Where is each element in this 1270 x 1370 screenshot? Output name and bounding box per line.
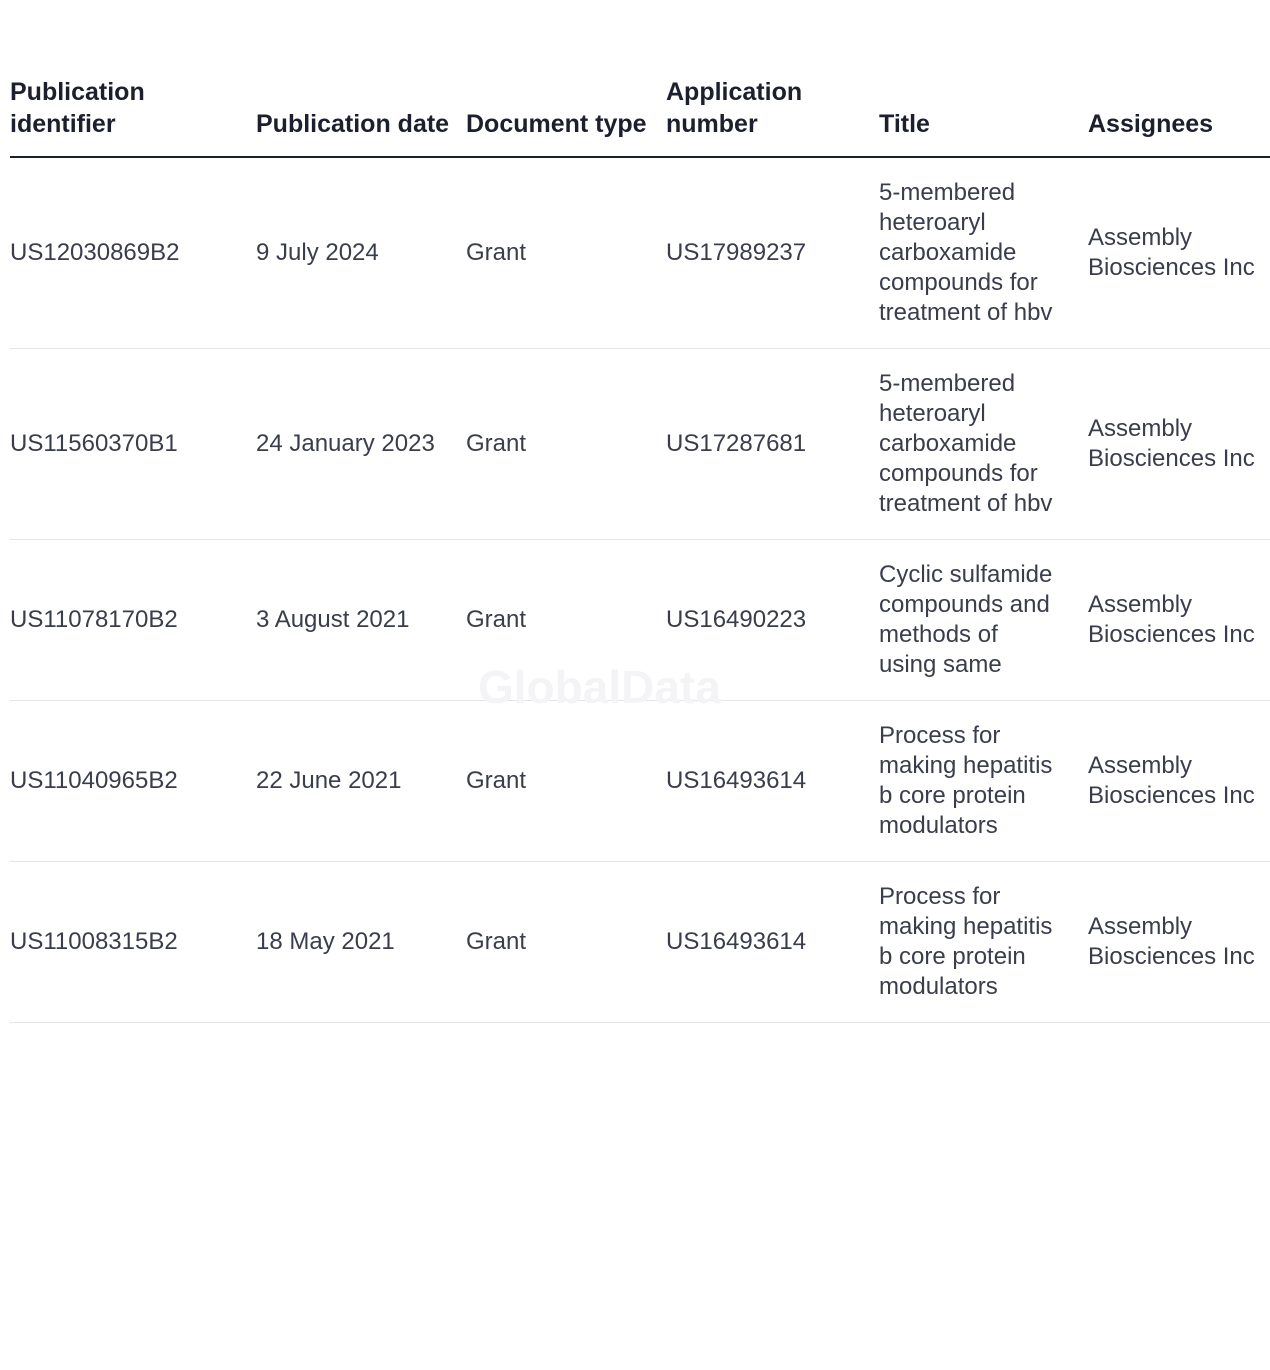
assignee-cell: Assembly Biosciences Inc [1088, 862, 1270, 1023]
publication-date-cell: 18 May 2021 [256, 862, 466, 1023]
watermark-logo: GlobalData [478, 661, 721, 713]
title-cell: 5-membered heteroaryl carboxamide compounds for treatment of hbv [879, 349, 1088, 540]
document-type-cell: Grant [466, 862, 666, 1023]
publication-date-cell: 24 January 2023 [256, 349, 466, 540]
document-type-cell: Grant [466, 701, 666, 862]
publication-identifier-cell: US11560370B1 [10, 349, 256, 540]
table-row [10, 701, 1270, 862]
header-row [10, 76, 1270, 157]
assignee-cell: Assembly Biosciences Inc [1088, 701, 1270, 862]
publication-identifier-cell: US11040965B2 [10, 701, 256, 862]
title-cell: Cyclic sulfamide compounds and methods of using same [879, 540, 1088, 701]
table-row [10, 157, 1270, 349]
publication-identifier-cell: US11078170B2 [10, 540, 256, 701]
patents-table [10, 76, 1270, 1023]
header-document-type[interactable]: Document type [466, 76, 666, 157]
publication-date-cell: 22 June 2021 [256, 701, 466, 862]
publication-identifier-cell: US11008315B2 [10, 862, 256, 1023]
header-publication-identifier[interactable]: Publication identifier [10, 76, 256, 157]
application-number-cell: US16490223 [666, 540, 879, 701]
patents-table-container [10, 76, 1255, 1023]
application-number-cell: US16493614 [666, 862, 879, 1023]
application-number-cell: US17287681 [666, 349, 879, 540]
assignee-cell: Assembly Biosciences Inc [1088, 349, 1270, 540]
table-row [10, 349, 1270, 540]
publication-date-cell: 9 July 2024 [256, 157, 466, 349]
table-row [10, 862, 1270, 1023]
table-body [10, 157, 1270, 1023]
table-header [10, 76, 1270, 157]
assignee-cell: Assembly Biosciences Inc [1088, 540, 1270, 701]
document-type-cell: Grant [466, 157, 666, 349]
document-type-cell: Grant [466, 349, 666, 540]
table-row [10, 540, 1270, 701]
header-application-number[interactable]: Application number [666, 76, 879, 157]
header-publication-date[interactable]: Publication date [256, 76, 466, 157]
publication-identifier-cell: US12030869B2 [10, 157, 256, 349]
title-cell: Process for making hepatitis b core protein modulators [879, 862, 1088, 1023]
application-number-cell: US17989237 [666, 157, 879, 349]
title-cell: Process for making hepatitis b core protein modulators [879, 701, 1088, 862]
application-number-cell: US16493614 [666, 701, 879, 862]
assignee-cell: Assembly Biosciences Inc [1088, 157, 1270, 349]
header-title[interactable]: Title [879, 76, 1088, 157]
document-type-cell: Grant [466, 540, 666, 701]
title-cell: 5-membered heteroaryl carboxamide compounds for treatment of hbv [879, 157, 1088, 349]
publication-date-cell: 3 August 2021 [256, 540, 466, 701]
header-assignees[interactable]: Assignees [1088, 76, 1270, 157]
